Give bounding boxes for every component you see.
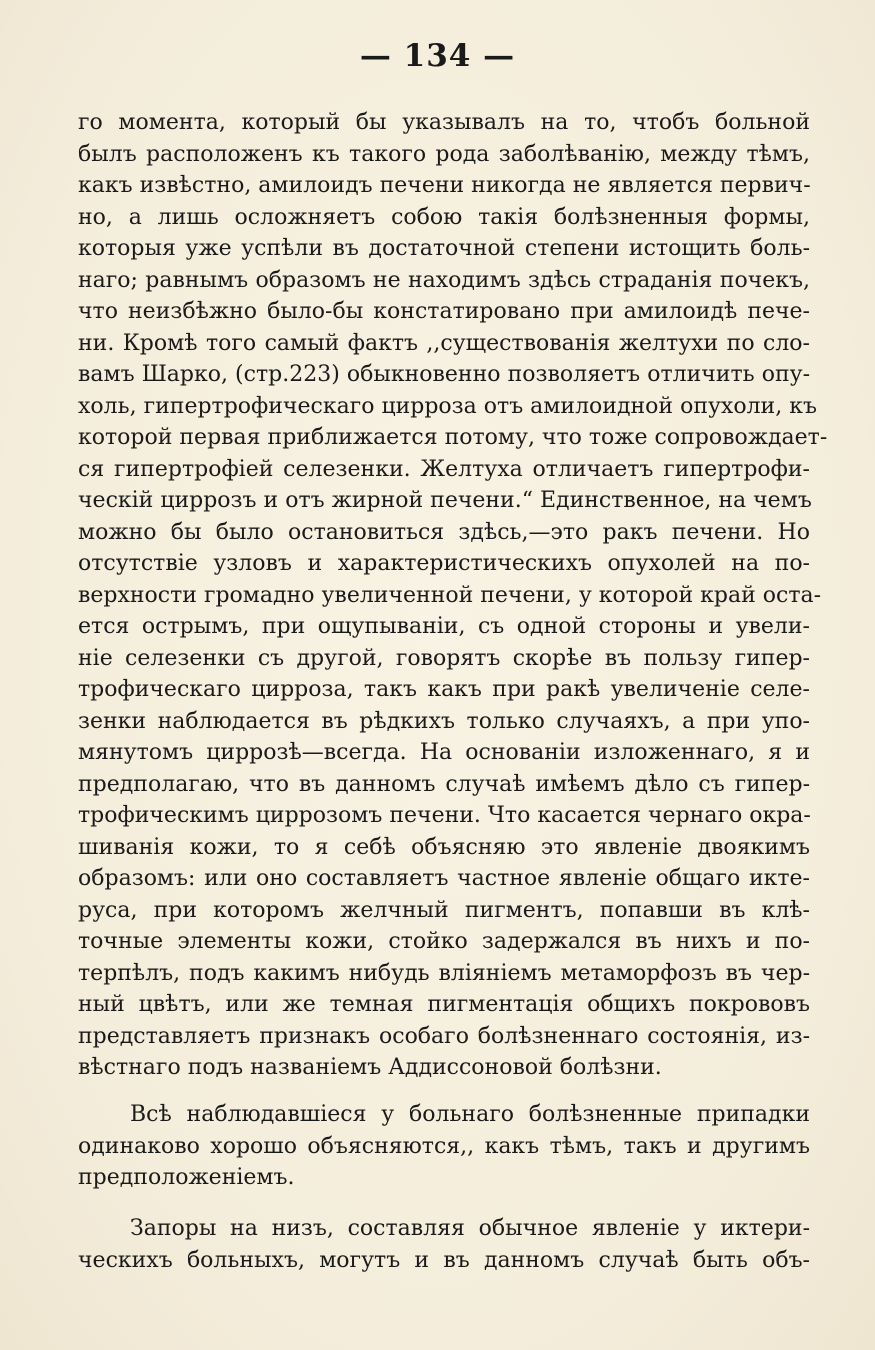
text-line: терпѣлъ, подъ какимъ нибудь вліяніемъ метаморфозъ въ чер- [78, 960, 810, 986]
text-line: ческій циррозъ и отъ жирной печени.“ Единственное, на чемъ [78, 488, 812, 513]
text-line: наго; равнымъ образомъ не находимъ здѣсь страданія почекъ, [78, 267, 810, 293]
text-line: ный цвѣтъ, или же темная пигментація общихъ покрововъ [78, 992, 810, 1017]
text-line: ется острымъ, при ощупываніи, съ одной стороны и увели- [78, 614, 810, 639]
text-line: которой первая приближается потому, что тоже сопровождает- [78, 425, 828, 450]
text-line: холь, гипертрофическаго цирроза отъ амилоидной опухоли, къ [78, 393, 817, 419]
text-line: шиванія кожи, то я себѣ объясняю это явленіе двоякимъ [78, 834, 810, 860]
text-line: ніе селезенки съ другой, говорятъ скорѣе въ пользу гипер- [78, 645, 810, 671]
text-line: верхности громадно увеличенной печени, у которой край оста- [78, 582, 822, 608]
text-line: ческихъ больныхъ, могутъ и въ данномъ случаѣ быть объ- [78, 1247, 810, 1273]
text-line: го момента, который бы указывалъ на то, чтобъ больной [78, 110, 810, 135]
text-line: вѣстнаго подъ названіемъ Аддиссоновой болѣзни. [78, 1055, 662, 1080]
text-line: образомъ: или оно составляетъ частное явленіе общаго икте- [78, 866, 810, 891]
text-line: отсутствіе узловъ и характеристическихъ опухолей на по- [78, 551, 810, 576]
text-line: трофическимъ циррозомъ печени. Что касается чернаго окра- [78, 803, 811, 828]
text-line: что неизбѣжно было-бы констатировано при амилоидѣ пече- [78, 299, 810, 324]
text-line: какъ извѣстно, амилоидъ печени никогда не является первич- [78, 173, 811, 198]
text-line: представляетъ признакъ особаго болѣзненнаго состоянія, из- [78, 1023, 810, 1049]
text-line: зенки наблюдается въ рѣдкихъ только случаяхъ, а при упо- [78, 708, 810, 734]
text-line: Всѣ наблюдавшіеся у больнаго болѣзненные припадки [130, 1102, 810, 1127]
text-line: ни. Кромѣ того самый фактъ ,,существованія желтухи по сло- [78, 330, 810, 356]
text-line: руса, при которомъ желчный пигментъ, попавши въ клѣ- [78, 897, 810, 923]
text-line: былъ расположенъ къ такого рода заболѣванію, между тѣмъ, [78, 141, 810, 167]
text-line: можно бы было остановиться здѣсь,—это ракъ печени. Но [78, 519, 810, 545]
text-line: предположеніемъ. [78, 1165, 295, 1190]
text-line: ся гипертрофіей селезенки. Желтуха отличаетъ гипертрофи- [78, 456, 810, 482]
page-number: — 134 — [359, 38, 516, 74]
text-line: Запоры на низъ, составляя обычное явленіе у иктери- [130, 1216, 810, 1241]
text-line: предполагаю, что въ данномъ случаѣ имѣемъ дѣло съ гипер- [78, 771, 810, 797]
text-line: точные элементы кожи, стойко задержался въ нихъ и по- [78, 929, 810, 954]
text-line: которыя уже успѣли въ достаточной степени истощить боль- [78, 236, 810, 261]
text-line: вамъ Шарко, (стр.223) обыкновенно позволяетъ отличить опу- [78, 362, 810, 387]
text-line: трофическаго цирроза, такъ какъ при ракѣ увеличеніе селе- [78, 677, 810, 702]
paragraph-1 [78, 107, 828, 1084]
text-line: одинаково хорошо объясняются,, какъ тѣмъ, такъ и другимъ [78, 1133, 810, 1159]
paragraph-3 [78, 1213, 810, 1276]
paragraph-2 [78, 1099, 810, 1194]
text-line: но, а лишь осложняетъ собою такія болѣзненныя формы, [78, 204, 810, 230]
text-line: мянутомъ циррозѣ—всегда. На основаніи изложеннаго, я и [78, 740, 810, 765]
